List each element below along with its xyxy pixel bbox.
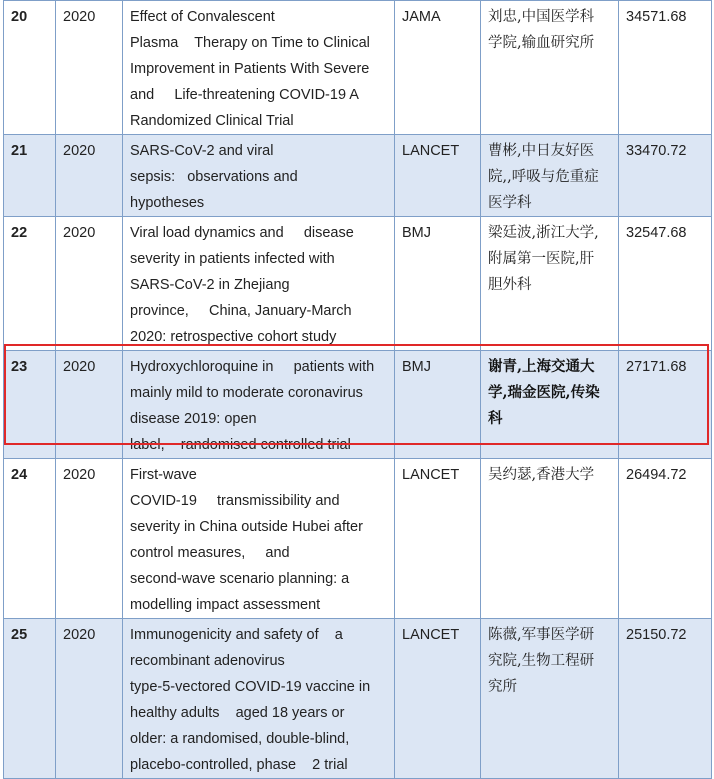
year-cell: 2020 [56,217,123,351]
title-line[interactable]: Immunogenicity and safety of a [130,627,343,643]
year-cell: 2020 [56,135,123,217]
title-line[interactable]: Randomized Clinical Trial [130,113,294,129]
title-line[interactable]: province, China, January-March [130,303,352,319]
score-cell: 25150.72 [619,619,712,779]
author-line: 刘忠,中国医学科 [488,9,595,25]
score-cell: 32547.68 [619,217,712,351]
papers-table-body [4,1,712,779]
title-line[interactable]: control measures, and [130,545,290,561]
score-cell: 26494.72 [619,459,712,619]
author-line: 梁廷波,浙江大学, [488,225,599,241]
title-line[interactable]: placebo-controlled, phase 2 trial [130,757,348,773]
title-line[interactable]: severity in patients infected with [130,251,335,267]
score-cell: 34571.68 [619,1,712,135]
title-cell[interactable] [123,217,395,351]
journal-cell: LANCET [395,619,481,779]
title-line[interactable]: hypotheses [130,195,205,211]
score-cell: 27171.68 [619,351,712,459]
score-cell: 33470.72 [619,135,712,217]
table-row [4,459,712,619]
table-row [4,217,712,351]
papers-table [3,0,712,779]
rank-cell: 24 [4,459,56,619]
title-line[interactable]: disease 2019: open [130,411,257,427]
title-line[interactable]: label, randomised controlled trial [130,437,351,453]
title-line[interactable]: Hydroxychloroquine in patients with [130,359,375,375]
title-line[interactable]: 2020: retrospective cohort study [130,329,337,345]
author-line: 究院,生物工程研 [488,653,595,669]
rank-cell: 23 [4,351,56,459]
author-cell [481,217,619,351]
table-row [4,619,712,779]
author-cell [481,1,619,135]
rank-cell: 22 [4,217,56,351]
title-line[interactable]: SARS-CoV-2 in Zhejiang [130,277,290,293]
journal-cell: LANCET [395,459,481,619]
title-line[interactable]: Improvement in Patients With Severe [130,61,370,77]
rank-cell: 21 [4,135,56,217]
title-cell[interactable] [123,1,395,135]
title-line[interactable]: COVID-19 transmissibility and [130,493,340,509]
title-line[interactable]: Plasma Therapy on Time to Clinical [130,35,370,51]
author-line: 学院,输血研究所 [488,35,595,51]
author-line: 吴约瑟,香港大学 [488,467,595,483]
author-line: 究所 [488,679,517,695]
author-line: 学,瑞金医院,传染 [488,384,600,401]
author-cell [481,619,619,779]
title-line[interactable]: older: a randomised, double-blind, [130,731,350,747]
title-line[interactable]: recombinant adenovirus [130,653,285,669]
author-cell [481,351,619,459]
author-line: 院,,呼吸与危重症 [488,169,599,185]
title-line[interactable]: sepsis: observations and [130,169,298,185]
author-line: 曹彬,中日友好医 [488,143,595,159]
title-cell[interactable] [123,135,395,217]
rank-cell: 20 [4,1,56,135]
title-line[interactable]: second-wave scenario planning: a [130,571,350,587]
year-cell: 2020 [56,351,123,459]
title-line[interactable]: modelling impact assessment [130,597,321,613]
author-line: 科 [488,410,503,427]
table-row [4,351,712,459]
title-line[interactable]: Effect of Convalescent [130,9,275,25]
journal-cell: JAMA [395,1,481,135]
title-line[interactable]: severity in China outside Hubei after [130,519,363,535]
title-cell[interactable] [123,351,395,459]
title-line[interactable]: type-5-vectored COVID-19 vaccine in [130,679,371,695]
year-cell: 2020 [56,1,123,135]
journal-cell: LANCET [395,135,481,217]
table-row [4,135,712,217]
title-cell[interactable] [123,459,395,619]
title-line[interactable]: SARS-CoV-2 and viral [130,143,274,159]
year-cell: 2020 [56,619,123,779]
title-line[interactable]: Viral load dynamics and disease [130,225,354,241]
title-line[interactable]: First-wave [130,467,197,483]
author-line: 医学科 [488,195,532,211]
title-line[interactable]: and Life-threatening COVID-19 A [130,87,359,103]
table-row [4,1,712,135]
title-line[interactable]: healthy adults aged 18 years or [130,705,345,721]
author-line: 谢青,上海交通大 [488,358,595,375]
title-line[interactable]: mainly mild to moderate coronavirus [130,385,363,401]
author-line: 陈薇,军事医学研 [488,627,595,643]
journal-cell: BMJ [395,217,481,351]
title-cell[interactable] [123,619,395,779]
author-line: 附属第一医院,肝 [488,251,595,267]
author-cell [481,459,619,619]
author-cell [481,135,619,217]
rank-cell: 25 [4,619,56,779]
author-line: 胆外科 [488,277,532,293]
journal-cell: BMJ [395,351,481,459]
year-cell: 2020 [56,459,123,619]
